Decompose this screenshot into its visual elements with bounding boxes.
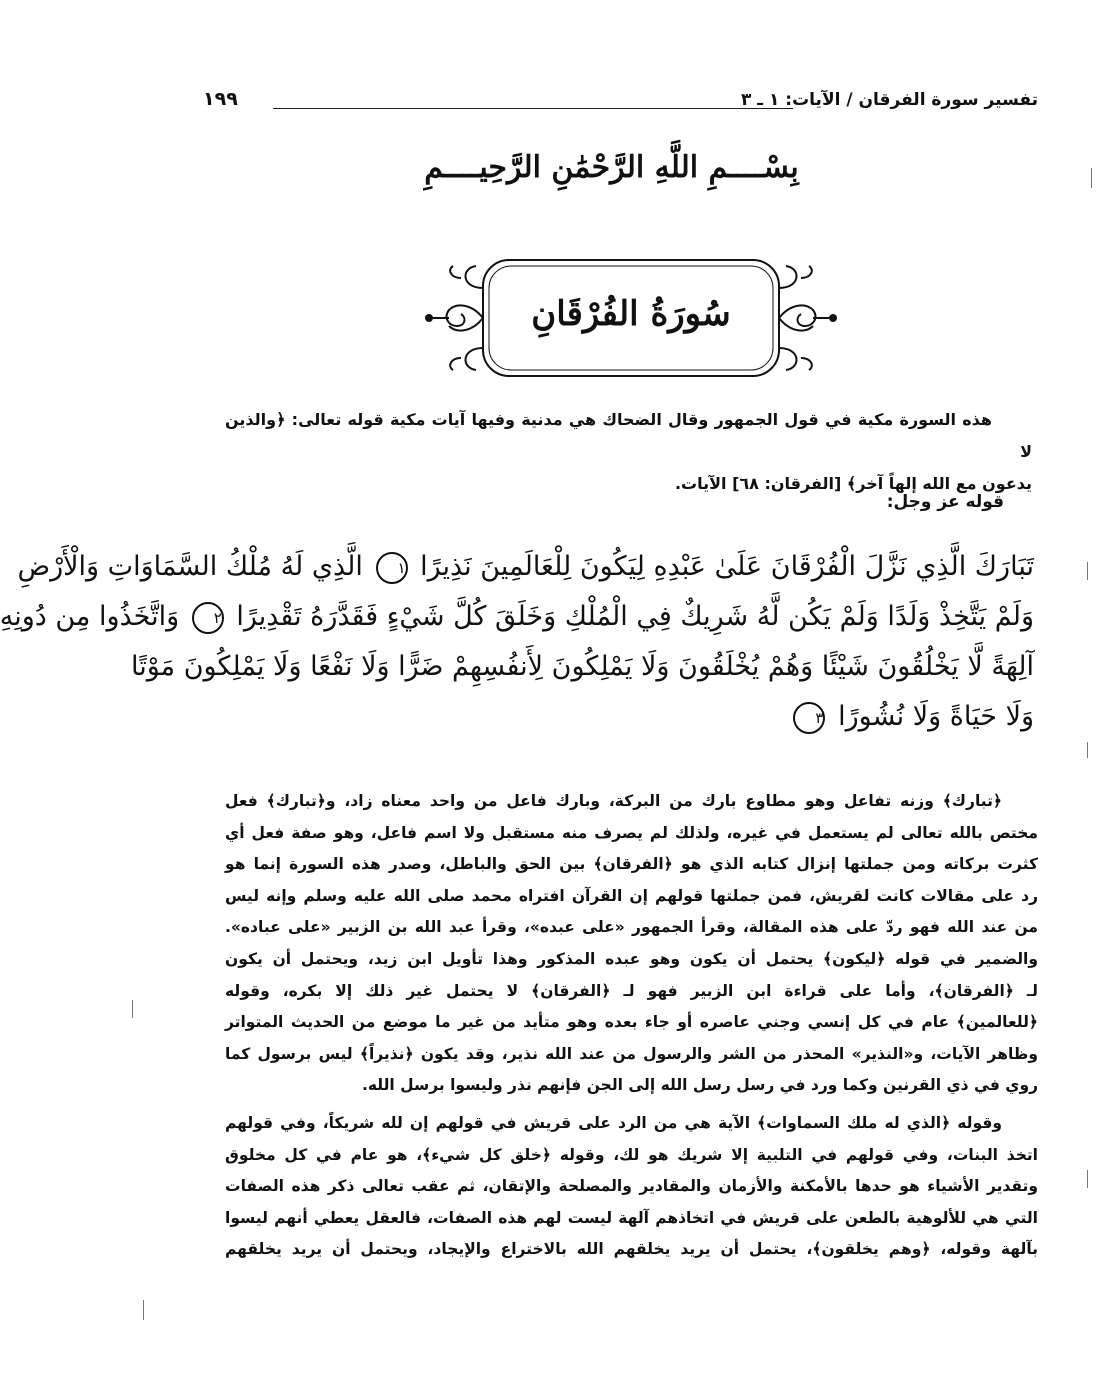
basmala: بِسْــــمِ اللَّهِ الرَّحْمَٰنِ الرَّحِيــــمِ [424,150,799,185]
margin-mark [1087,562,1088,580]
intro-paragraph [225,404,1032,500]
verse-text: وَلَا حَيَاةً وَلَا نُشُورًا [838,701,1034,732]
intro-line: يدعون مع الله إلهاً آخر﴾ [الفرقان: ٦٨] الآيات. [674,474,1032,493]
margin-mark [143,1300,144,1320]
commentary-line: رد على مقالات كانت لقريش، فمن جملتها قولهم إن القرآن افتراه محمد صلى الله عليه وسلم وإنه ليس [225,886,1038,905]
verse-line [130,642,1034,692]
commentary-line: مختص بالله تعالى لم يستعمل في غيره، ولذلك لم يصرف منه مستقبل ولا اسم فاعل، وهو صفة فعل أي [225,823,1038,842]
verse-line [0,592,1034,642]
commentary-line: التي هي للألوهية بالطعن على قريش في اتخاذهم آلهة ليست لهم هذه الصفات، فالعقل يعطي أنهم ليسوا [225,1208,1038,1227]
intro-line: هذه السورة مكية في قول الجمهور وقال الضحاك هي مدنية وفيها آيات مكية قوله تعالى: ﴿والذين لا [225,410,1032,461]
commentary-line: ﴿تبارك﴾ وزنه تفاعل وهو مطاوع بارك من البركة، وبارك فاعل من واحد معناه زاد، و﴿تبارك﴾ فعل [225,792,1002,810]
ayah-number-marker: ١ [376,552,408,584]
verse-text: وَاتَّخَذُوا مِن دُونِهِ [0,601,180,632]
running-header [203,88,1038,122]
ayah-number-marker: ٣ [793,702,825,734]
verse-text: آلِهَةً لَّا يَخْلُقُونَ شَيْئًا وَهُمْ يُخْلَقُونَ وَلَا يَمْلِكُونَ لِأَنفُسِهِمْ ضَرًّا وَلَا نَفْعًا وَلَا يَمْلِكُونَ مَوْتًا [130,651,1034,682]
margin-mark [1087,742,1088,758]
ayah-number-marker: ٢ [192,602,224,634]
commentary-line: وقوله ﴿الذي له ملك السماوات﴾ الآية هي من الرد على قريش في قولهم إن لله شريكاً، وفي قولهم [225,1113,1002,1132]
commentary-line: اتخذ البنات، وفي قولهم في التلبية إلا شريك هو لك، وقوله ﴿خلق كل شيء﴾، هو عام في كل مخلوق [225,1145,1038,1164]
commentary-paragraph [225,786,1038,1102]
verse-lead-in: قوله عز وجل: [886,492,1004,512]
commentary-line: والضمير في قوله ﴿ليكون﴾ يحتمل أن يكون وهو عبده المذكور وهذا تأويل ابن زيد، ويحتمل أن يكون [225,949,1038,968]
commentary-line: روي في ذي القرنين وكما ورد في رسل رسل الله إلى الجن فإنهم نذر وليسوا برسل الله. [362,1076,1038,1095]
commentary-line: من عند الله فهو ردّ على هذه المقالة، وقرأ الجمهور «على عبده»، وقرأ عبد الله بن الزبير «على عباده». [225,918,1038,937]
surah-cartouche [421,248,841,388]
verse-text: الَّذِي لَهُ مُلْكُ السَّمَاوَاتِ وَالْأَرْضِ [17,551,363,582]
verse-line [225,692,1034,742]
margin-mark [132,1000,133,1018]
verse-text: وَلَمْ يَتَّخِذْ وَلَدًا وَلَمْ يَكُن لَّهُ شَرِيكٌ فِي الْمُلْكِ وَخَلَقَ كُلَّ شَيْءٍ فَقَدَّرَهُ تَقْدِيرًا [236,601,1034,632]
commentary-line: وظاهر الآيات، و«النذير» المحذر من الشر والرسول من عند الله نذير، وقد يكون ﴿نذيراً﴾ ليس برسول كما [225,1044,1038,1063]
verse-text: تَبَارَكَ الَّذِي نَزَّلَ الْفُرْقَانَ عَلَىٰ عَبْدِهِ لِيَكُونَ لِلْعَالَمِينَ نَذِيرًا [420,551,1034,582]
commentary-line: كثرت بركاته ومن جملتها إنزال كتابه الذي هو ﴿الفرقان﴾ بين الحق والباطل، وصدر هذه السورة إنما هو [225,855,1038,874]
header-rule [273,108,793,109]
surah-title: سُورَةُ الفُرْقَانِ [531,294,731,334]
header-title: تفسير سورة الفرقان / الآيات: ١ ـ ٣ [740,90,1038,110]
margin-mark [1087,1170,1088,1188]
page-number: ١٩٩ [203,88,238,110]
commentary-line: وتقدير الأشياء هو حدها بالأمكنة والأزمان والمقادير والمصلحة والإتقان، ثم عقب تعالى ذكر هذه الصفات [225,1177,1038,1196]
commentary-line: لـ ﴿الفرقان﴾، وأما على قراءة ابن الزبير فهو لـ ﴿الفرقان﴾ لا يحتمل غير ذلك إلا بكره، وقوله [225,981,1038,1000]
commentary-line: بآلهة وقوله، ﴿وهم يخلقون﴾، يحتمل أن يريد يخلقهم الله بالاختراع والإيجاد، ويحتمل أن يريد يخلقهم [225,1240,1038,1259]
verse-line [17,542,1034,592]
commentary-paragraph [225,1108,1038,1266]
commentary-line: ﴿للعالمين﴾ عام في كل إنسي وجني عاصره أو جاء بعده وهو متأيد من غير ما موضع من الحديث المتواتر [225,1013,1038,1032]
quran-verses [0,542,1034,742]
commentary [225,786,1038,1272]
